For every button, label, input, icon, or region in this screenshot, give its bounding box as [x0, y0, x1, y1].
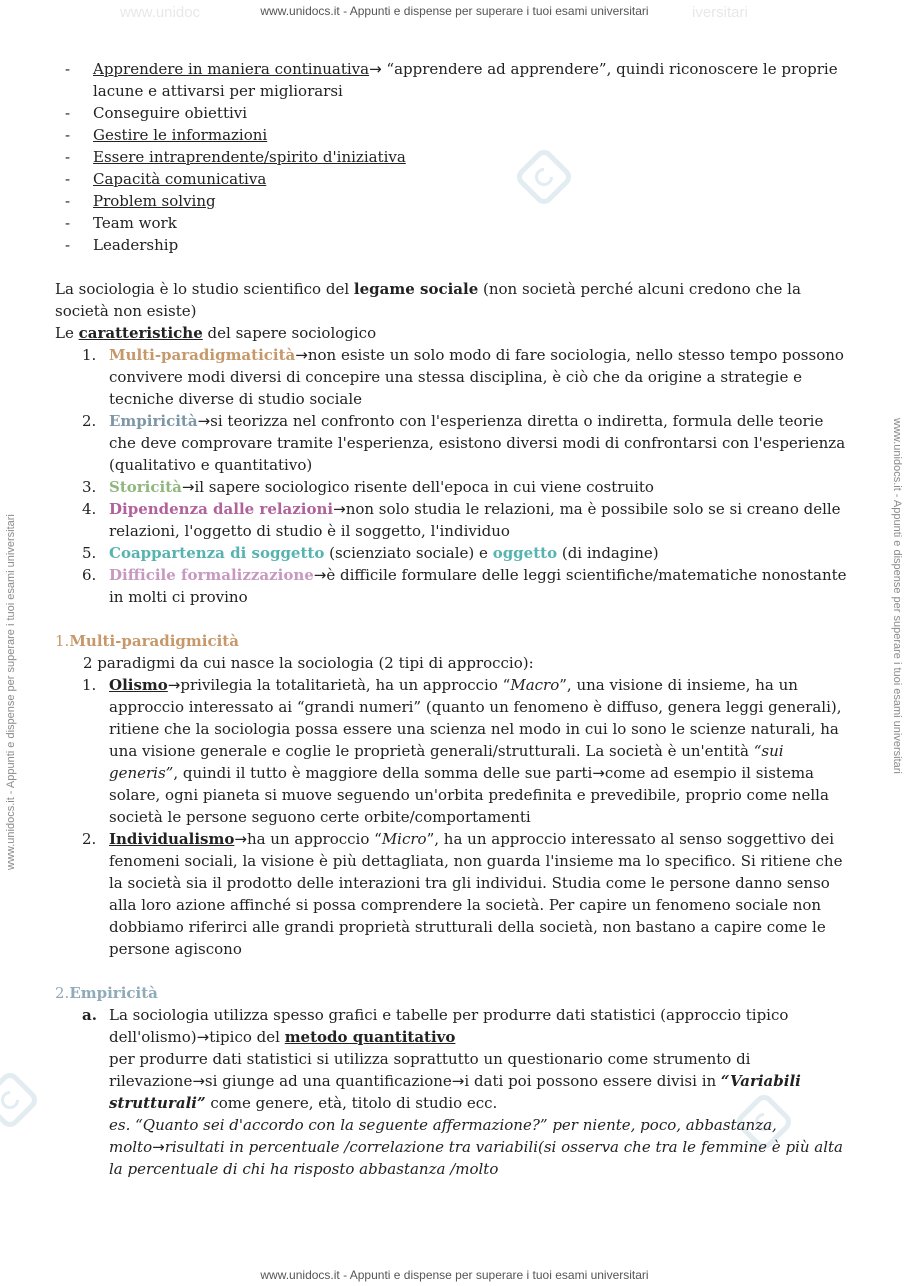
- list-item: - Essere intraprendente/spirito d'iniziativa: [65, 148, 406, 166]
- list-item: - Leadership: [65, 236, 179, 254]
- paradigms-list: [55, 674, 855, 960]
- arrow-icon: →: [369, 60, 382, 78]
- arrow-icon: →: [167, 676, 181, 694]
- features-list: [55, 344, 855, 608]
- arrow-icon: →: [197, 412, 211, 430]
- watermark-ghost-left: www.unidoc: [120, 4, 201, 21]
- list-item: 2. Individualismo→ha un approccio “Micro”, ha un approccio interessato al senso soggettivo dei fenomeni sociali, la visione è più dettagliata, non guarda l'insieme ma lo specifico. Si ritiene che la società sia il prodotto delle interazioni tra gli individui. Studia come le persone danno senso alla loro azione affinché si possa comprendere la società. Per capire un fenomeno sociale non dobbiamo riferirci alle grandi proprietà strutturali della società, non bastano a capire come le persone agiscono: [82, 830, 843, 958]
- list-item: 1. Multi-paradigmaticità→non esiste un solo modo di fare sociologia, nello stesso tempo possono convivere modi diversi di concepire una stessa disciplina, è ciò che da origine a strategie e tecniche diverse di studio sociale: [82, 346, 844, 408]
- list-item: 2. Empiricità→si teorizza nel confronto con l'esperienza diretta o indiretta, formula delle teorie che deve comprovare tramite l'esperienza, esistono diversi modi di confrontarsi con l'esperienza (qualitativo e quantitativo): [82, 412, 846, 474]
- arrow-icon: →: [592, 764, 605, 782]
- arrow-icon: →: [295, 346, 308, 364]
- list-item: - Team work: [65, 214, 177, 232]
- empiricism-text: La sociologia utilizza spesso grafici e tabelle per produrre dati statistici (approccio tipico dell'olismo)→tipico del metodo quantitativo: [109, 1006, 789, 1046]
- watermark-side-right: www.unidocs.it - Appunti e dispense per superare i tuoi esami universitari: [891, 418, 903, 774]
- arrow-icon: →: [192, 1072, 205, 1090]
- section-title-empiricism: 2.Empiricità: [55, 984, 158, 1002]
- skills-list: [55, 58, 855, 256]
- arrow-icon: →: [152, 1138, 165, 1156]
- list-item: 3. Storicità→il sapere sociologico risente dell'epoca in cui viene costruito: [82, 478, 654, 496]
- list-item: - Conseguire obiettivi: [65, 104, 248, 122]
- watermark-side-left: www.unidocs.it - Appunti e dispense per superare i tuoi esami universitari: [5, 514, 17, 870]
- arrow-icon: →: [196, 1028, 210, 1046]
- document-body: [55, 58, 855, 1180]
- list-item: 1. Olismo→privilegia la totalitarietà, ha un approccio “Macro”, una visione di insieme, ha un approccio interessato ai “grandi numeri” (quanto un fenomeno è diffuso, genera leggi generali), ritiene che la sociologia possa essere una scienza nel modo in cui lo sono le scienze naturali, ha una visione generale e coglie le proprietà generali/strutturali. La società è un'entità “sui generis”, quindi il tutto è maggiore della somma delle sue parti→come ad esempio il sistema solare, ogni pianeta si muove seguendo un'orbita predefinita e prevedibile, proprio come nella società le persone seguono certe orbite/comportamenti: [82, 676, 842, 826]
- empiricism-example: es. “Quanto sei d'accordo con la seguente affermazione?” per niente, poco, abbastanza, molto→risultati in percentuale /correlazione tra variabili(si osserva che tra le femmine è più alta la percentuale di chi ha risposto abbastanza /molto: [109, 1116, 843, 1178]
- watermark-ghost-right: iversitari: [692, 4, 748, 21]
- watermark-bottom: www.unidocs.it - Appunti e dispense per superare i tuoi esami universitari: [260, 1268, 649, 1282]
- watermark-top: www.unidocs.it - Appunti e dispense per superare i tuoi esami universitari: [260, 4, 649, 18]
- list-item: - Capacità comunicativa: [65, 170, 267, 188]
- list-item: - Gestire le informazioni: [65, 126, 268, 144]
- list-item: 4. Dipendenza dalle relazioni→non solo studia le relazioni, ma è possibile solo se si creano delle relazioni, l'oggetto di studio è il soggetto, l'individuo: [82, 500, 841, 540]
- list-item: - Apprendere in maniera continuativa→ “apprendere ad apprendere”, quindi riconoscere le proprie lacune e attivarsi per migliorarsi: [65, 60, 838, 100]
- watermark-logo-icon: [0, 1069, 41, 1131]
- arrow-icon: →: [181, 478, 195, 496]
- arrow-icon: →: [451, 1072, 465, 1090]
- section-title-multiparadigm: 1.Multi-paradigmicità: [55, 632, 239, 650]
- arrow-icon: →: [313, 566, 327, 584]
- features-heading: Le caratteristiche del sapere sociologico: [55, 324, 377, 342]
- list-item: a. La sociologia utilizza spesso grafici e tabelle per produrre dati statistici (approccio tipico dell'olismo)→tipico del metodo quantitativo per produrre dati statistici si utilizza soprattutto un questionario come strumento di rilevazione→si giunge ad una quantificazione→i dati poi possono essere divisi in “Variabili strutturali” come genere, età, titolo di studio ecc. es. “Quanto sei d'accordo con la seguente affermazione?” per niente, poco, abbastanza, molto→risultati in percentuale /correlazione tra variabili(si osserva che tra le femmine è più alta la percentuale di chi ha risposto abbastanza /molto: [55, 1004, 855, 1180]
- arrow-icon: →: [333, 500, 346, 518]
- list-item: - Problem solving: [65, 192, 216, 210]
- intro-paragraph: La sociologia è lo studio scientifico del legame sociale (non società perché alcuni credono che la società non esiste): [55, 280, 801, 320]
- list-item: 5. Coappartenza di soggetto (scienziato sociale) e oggetto (di indagine): [82, 544, 659, 562]
- list-item: 6. Difficile formalizzazione→è difficile formulare delle leggi scientifiche/matematiche nonostante in molti ci provino: [82, 566, 847, 606]
- empiricism-text: per produrre dati statistici si utilizza soprattutto un questionario come strumento di rilevazione→si giunge ad una quantificazione→i dati poi possono essere divisi in “Variabili strutturali” come genere, età, titolo di studio ecc.: [109, 1050, 801, 1112]
- section-lead: 2 paradigmi da cui nasce la sociologia (2 tipi di approccio):: [83, 654, 534, 672]
- arrow-icon: →: [234, 830, 247, 848]
